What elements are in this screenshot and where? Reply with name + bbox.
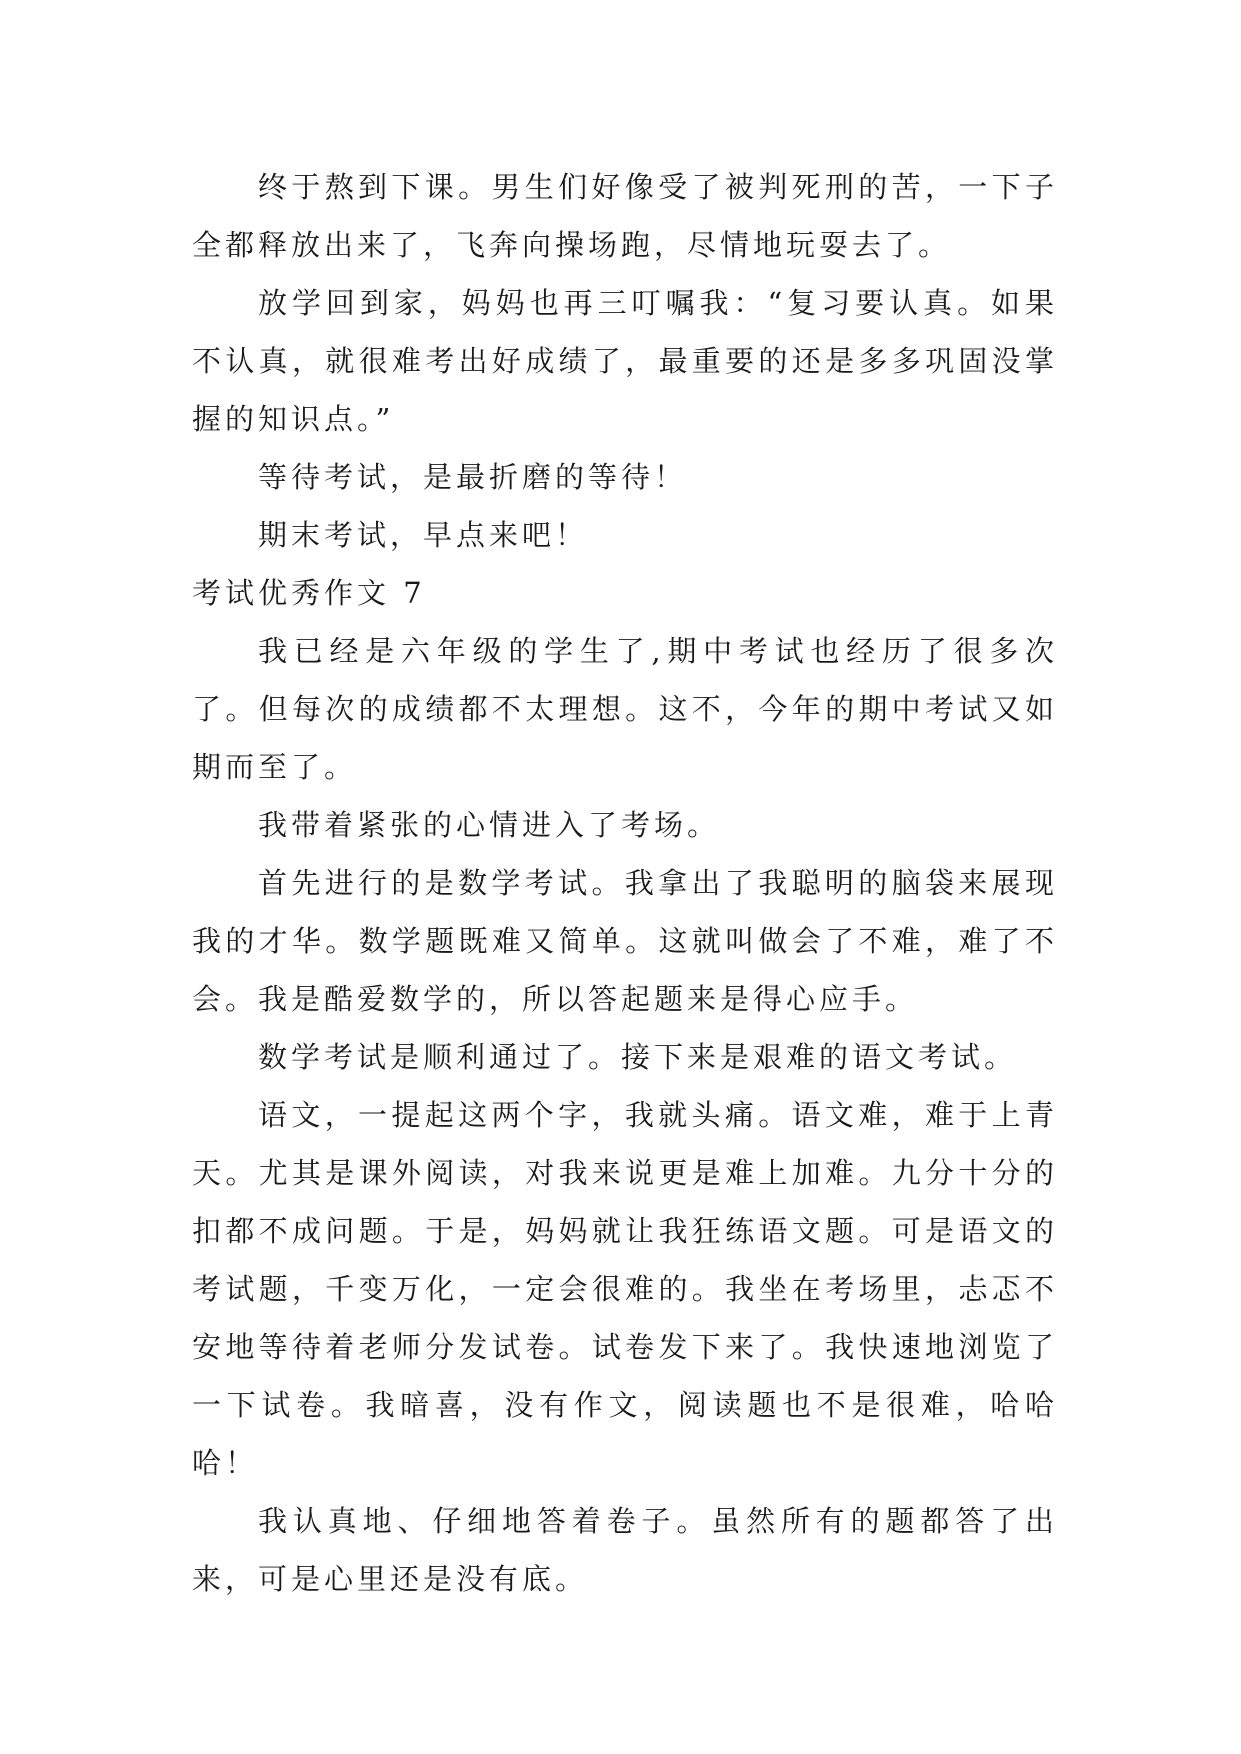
paragraph: 我认真地、仔细地答着卷子。虽然所有的题都答了出来，可是心里还是没有底。 [192, 1504, 1058, 1596]
paragraph: 首先进行的是数学考试。我拿出了我聪明的脑袋来展现我的才华。数学题既难又简单。这就叫做会了不难，难了不会。我是酷爱数学的，所以答起题来是得心应手。 [192, 866, 1058, 1016]
paragraph: 我已经是六年级的学生了,期中考试也经历了很多次了。但每次的成绩都不太理想。这不，今年的期中考试又如期而至了。 [192, 634, 1058, 784]
paragraph: 期末考试，早点来吧！ [258, 518, 589, 552]
paragraph: 我带着紧张的心情进入了考场。 [258, 808, 721, 842]
document-page [192, 158, 1058, 1608]
paragraph: 语文，一提起这两个字，我就头痛。语文难，难于上青天。尤其是课外阅读，对我来说更是难上加难。九分十分的扣都不成问题。于是，妈妈就让我狂练语文题。可是语文的考试题，千变万化，一定会很难的。我坐在考场里，忐忑不安地等待着老师分发试卷。试卷发下来了。我快速地浏览了一下试卷。我暗喜，没有作文，阅读题也不是很难，哈哈哈！ [192, 1098, 1058, 1480]
section-heading: 考试优秀作文 7 [192, 576, 426, 610]
paragraph: 终于熬到下课。男生们好像受了被判死刑的苦，一下子全都释放出来了，飞奔向操场跑，尽情地玩耍去了。 [192, 170, 1058, 262]
paragraph: 放学回到家，妈妈也再三叮嘱我：“复习要认真。如果不认真，就很难考出好成绩了，最重要的还是多多巩固没掌握的知识点。” [192, 286, 1058, 436]
paragraph: 等待考试，是最折磨的等待！ [258, 460, 688, 494]
paragraph: 数学考试是顺利通过了。接下来是艰难的语文考试。 [258, 1040, 1018, 1074]
